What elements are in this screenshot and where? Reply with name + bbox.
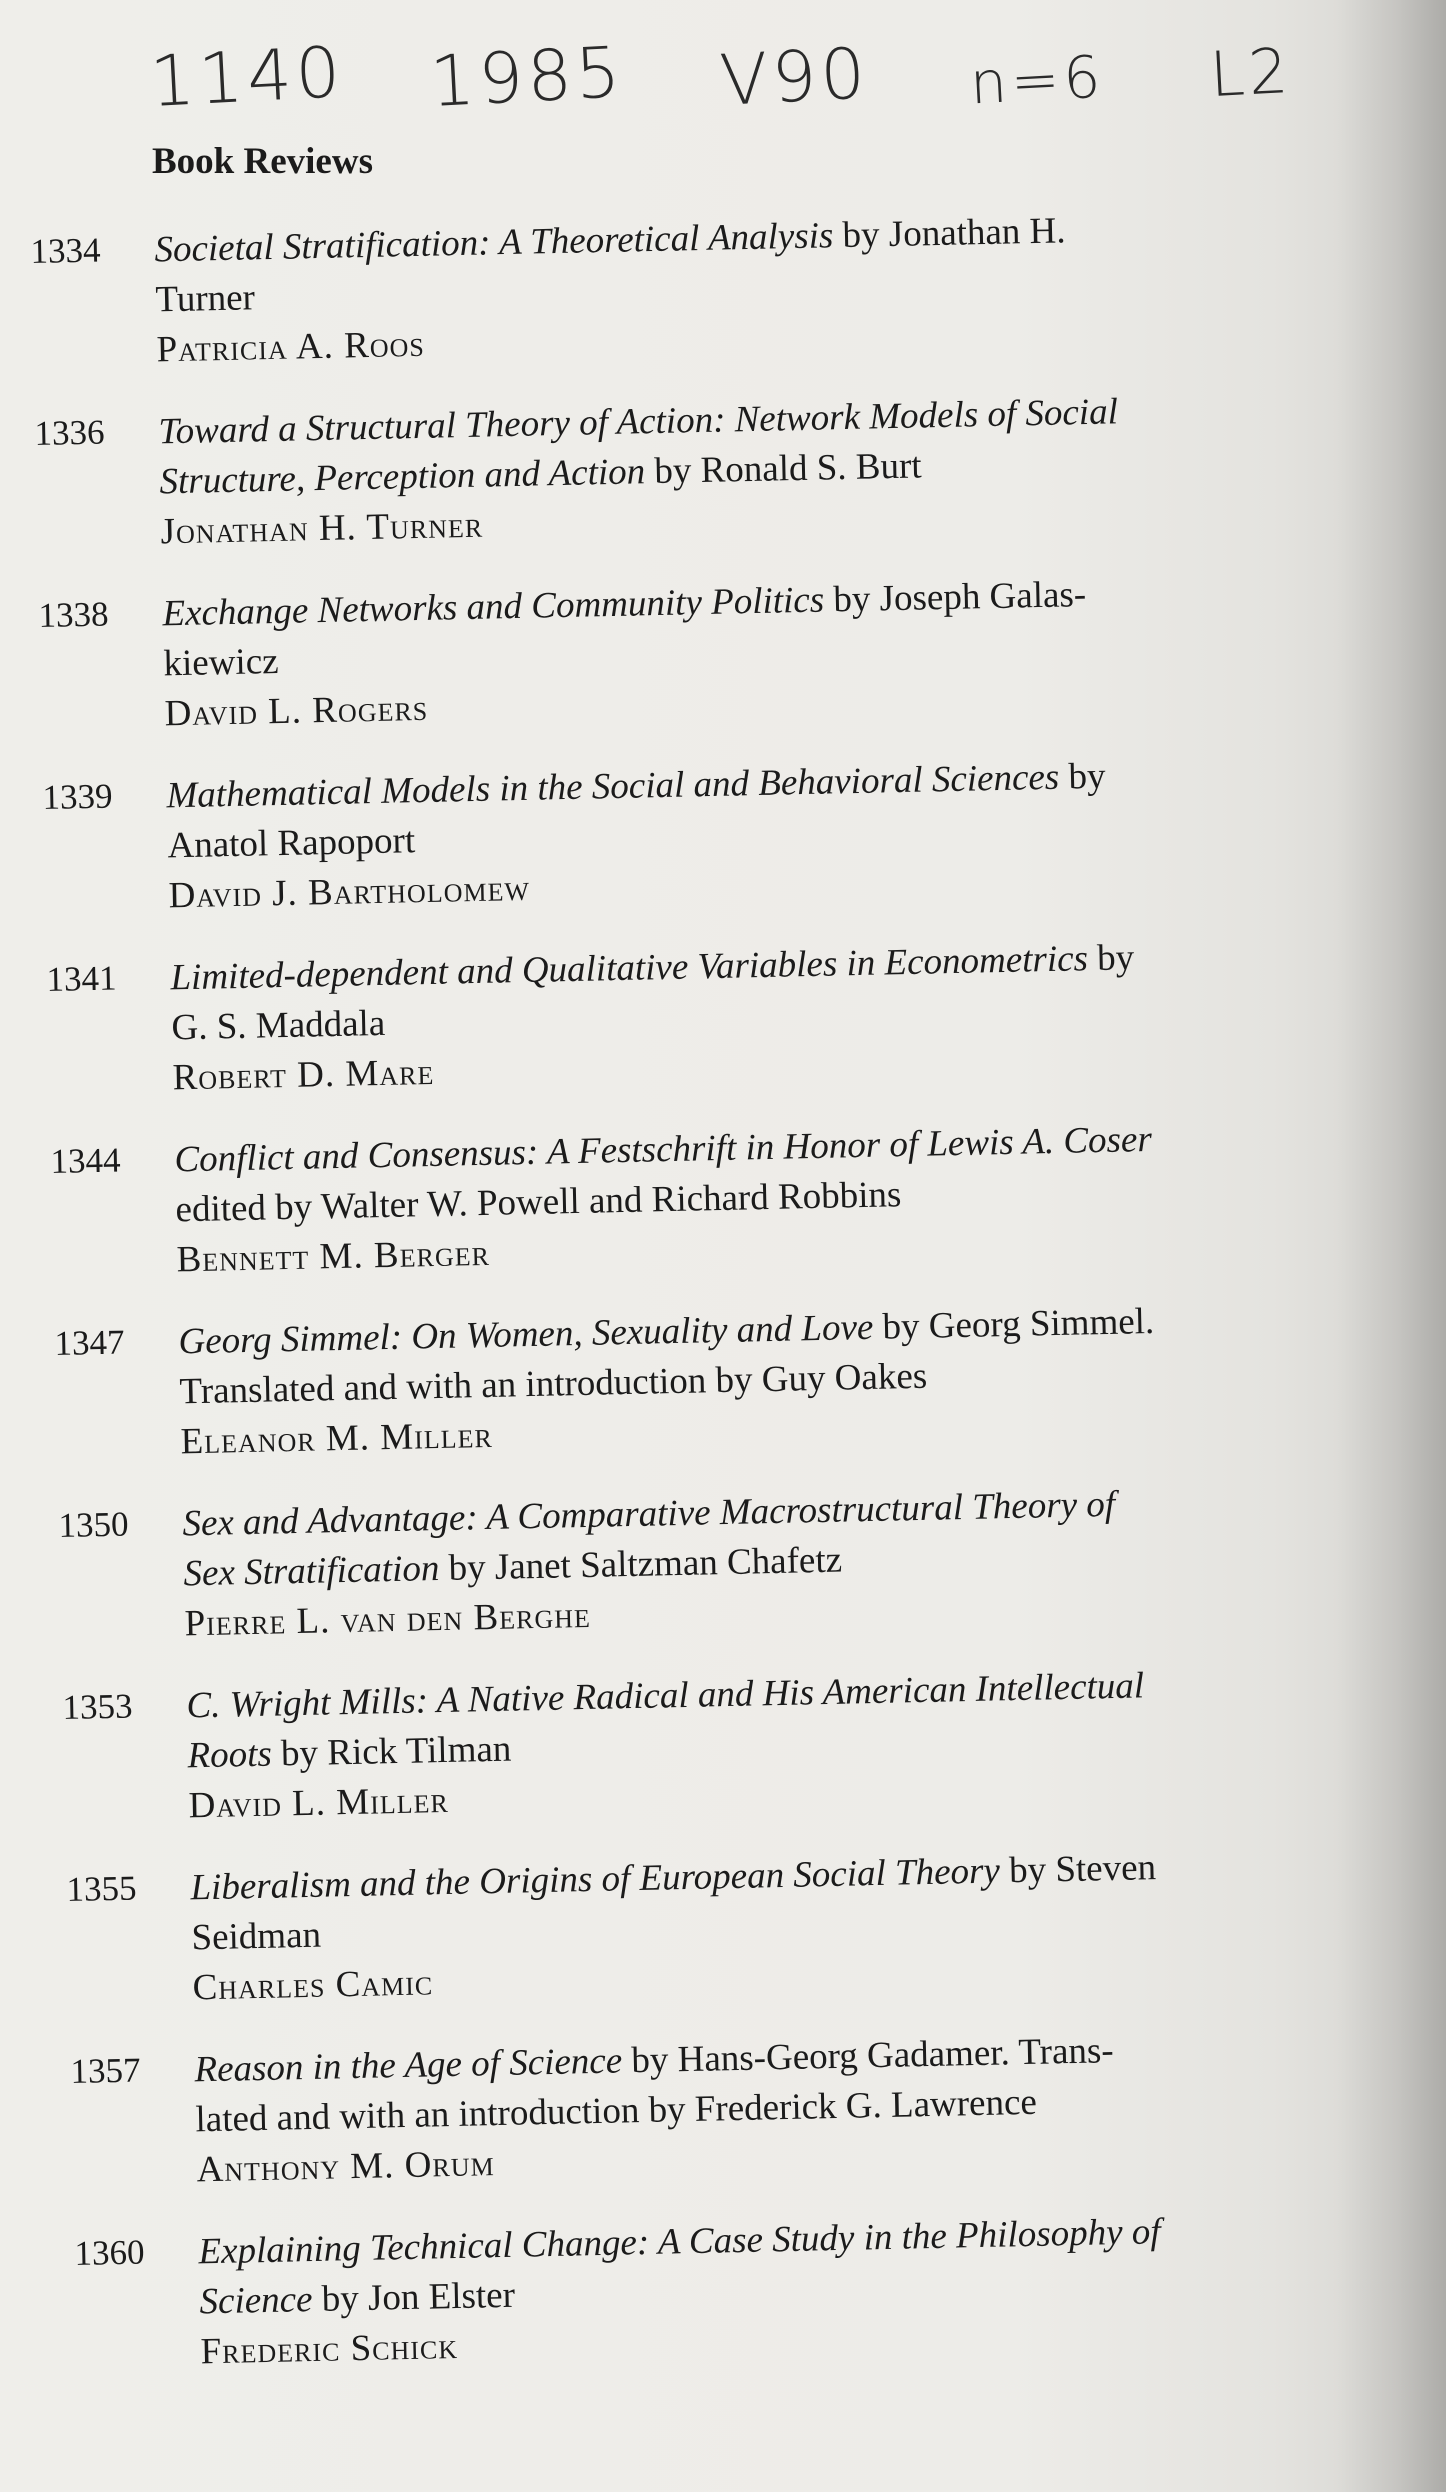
book-author-text: G. S. Maddala	[171, 1002, 386, 1049]
handwritten-issue: n=6	[968, 42, 1106, 118]
book-author-text: Anatol Rapoport	[167, 820, 416, 867]
review-page-number: 1334	[30, 230, 101, 271]
review-entry	[62, 1657, 1362, 1827]
book-author-text: lated and with an introduction by Frederick G. Lawrence	[195, 2081, 1038, 2141]
reviewer-name: Jonathan H. Turner	[160, 504, 484, 553]
review-page-number: 1357	[70, 2050, 141, 2091]
review-citation	[154, 201, 1327, 375]
review-entry	[58, 1475, 1358, 1645]
book-author-text: Translated and with an introduction by Guy Oakes	[179, 1355, 928, 1413]
book-author-text: by	[1087, 937, 1135, 980]
review-entry	[66, 1839, 1366, 2009]
book-author-text: Turner	[155, 277, 256, 321]
review-page-number: 1338	[38, 594, 109, 635]
review-page-number: 1355	[66, 1868, 137, 1909]
book-author-text: by Jonathan H.	[832, 210, 1066, 257]
review-page-number: 1350	[58, 1504, 129, 1545]
review-page-number: 1344	[50, 1140, 121, 1181]
reviewer-name: Pierre L. van den Berghe	[184, 1594, 592, 1645]
review-page-number: 1341	[46, 958, 117, 999]
review-entry	[46, 929, 1346, 1099]
book-title: Limited-dependent and Qualitative Variables in Econometrics	[170, 938, 1089, 999]
review-entry	[54, 1293, 1354, 1463]
book-title: Sex Stratification	[183, 1548, 440, 1595]
review-citation	[174, 1111, 1347, 1285]
reviewer-name: David L. Rogers	[164, 687, 429, 735]
review-citation	[166, 747, 1339, 921]
book-author-text: by	[1058, 755, 1106, 798]
book-title: Reason in the Age of Science	[194, 2040, 623, 2091]
review-citation	[158, 383, 1331, 557]
review-entry	[42, 747, 1342, 917]
book-author-text: by Ronald S. Burt	[644, 445, 922, 493]
review-citation	[182, 1475, 1355, 1649]
reviewer-name: Eleanor M. Miller	[180, 1414, 494, 1463]
review-entry	[34, 383, 1334, 553]
review-citation	[186, 1657, 1359, 1831]
book-title: Toward a Structural Theory of Action: Network Models of Social	[158, 391, 1119, 453]
review-page-number: 1360	[74, 2232, 145, 2273]
reviewer-name: David L. Miller	[188, 1779, 450, 1827]
review-entry	[70, 2021, 1370, 2191]
book-author-text: kiewicz	[163, 640, 279, 685]
book-title: Mathematical Models in the Social and Behavioral Sciences	[166, 756, 1060, 817]
section-heading: Book Reviews	[152, 141, 373, 182]
book-title: Conflict and Consensus: A Festschrift in Honor of Lewis A. Coser	[174, 1118, 1153, 1181]
book-author-text: by Joseph Galas-	[823, 574, 1087, 621]
reviewer-name: David J. Bartholomew	[168, 867, 531, 917]
review-page-number: 1347	[54, 1322, 125, 1363]
handwritten-volume: V90	[717, 32, 872, 122]
reviewer-name: Patricia A. Roos	[156, 323, 426, 371]
review-entry	[30, 201, 1330, 371]
review-entry	[74, 2203, 1374, 2373]
book-author-text: edited by Walter W. Powell and Richard Robbins	[175, 1174, 902, 1231]
book-author-text: by Steven	[999, 1847, 1157, 1892]
review-page-number: 1353	[62, 1686, 133, 1727]
reviewer-name: Anthony M. Orum	[196, 2143, 496, 2191]
review-citation	[162, 565, 1335, 739]
handwritten-number: 1140	[147, 30, 347, 124]
review-citation	[194, 2021, 1367, 2195]
book-title: Sex and Advantage: A Comparative Macrostructural Theory of	[182, 1483, 1116, 1545]
review-citation	[198, 2203, 1371, 2377]
book-author-text: Seidman	[191, 1914, 322, 1959]
reviewer-name: Frederic Schick	[200, 2325, 459, 2373]
book-author-text: by Hans-Georg Gadamer. Trans-	[621, 2030, 1115, 2082]
book-title: Societal Stratification: A Theoretical Analysis	[154, 215, 834, 271]
book-author-text: by Jon Elster	[312, 2274, 516, 2321]
book-title: Roots	[187, 1733, 273, 1777]
book-author-text: by Rick Tilman	[271, 1728, 512, 1775]
reviewer-name: Robert D. Mare	[172, 1051, 435, 1099]
review-entry	[50, 1111, 1350, 1281]
book-title: C. Wright Mills: A Native Radical and His American Intellectual	[186, 1665, 1145, 1727]
book-title: Georg Simmel: On Women, Sexuality and Love	[178, 1306, 874, 1363]
book-title: Exchange Networks and Community Politics	[162, 579, 825, 635]
book-title: Structure, Perception and Action	[159, 451, 646, 503]
reviewer-name: Charles Camic	[192, 1962, 434, 2009]
review-citation	[190, 1839, 1363, 2013]
book-author-text: by Georg Simmel.	[872, 1300, 1155, 1348]
book-title: Explaining Technical Change: A Case Study in the Philosophy of	[198, 2211, 1161, 2273]
handwritten-year: 1985	[427, 30, 627, 124]
book-title: Science	[199, 2279, 313, 2323]
review-entry	[38, 565, 1338, 735]
review-page-number: 1339	[42, 776, 113, 817]
review-page-number: 1336	[34, 412, 105, 453]
review-citation	[170, 929, 1343, 1103]
reviewer-name: Bennett M. Berger	[176, 1232, 491, 1281]
book-author-text: by Janet Saltzman Chafetz	[438, 1539, 843, 1590]
book-title: Liberalism and the Origins of European Social Theory	[190, 1850, 1001, 1909]
review-citation	[178, 1293, 1351, 1467]
handwritten-code: L2	[1208, 33, 1294, 112]
